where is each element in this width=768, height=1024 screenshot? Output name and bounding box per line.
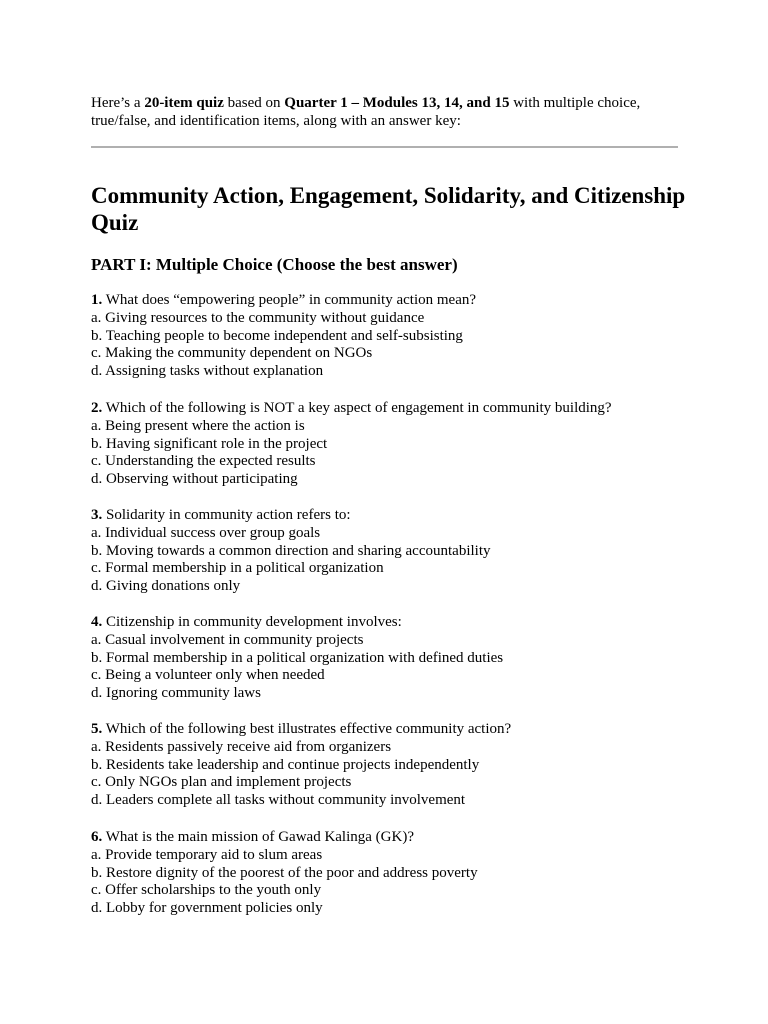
question-text: What does “empowering people” in community action mean? (102, 292, 477, 308)
question-text: Solidarity in community action refers to: (102, 507, 351, 523)
question-stem (91, 721, 691, 739)
horizontal-divider (91, 146, 678, 148)
question-number: 1. (91, 292, 103, 308)
option-d: d. Observing without participating (91, 471, 298, 488)
question-number: 5. (91, 721, 103, 737)
option-a: a. Provide temporary aid to slum areas (91, 846, 323, 863)
option-b: b. Moving towards a common direction and sharing accountability (91, 542, 491, 559)
question-number: 3. (91, 507, 103, 523)
question-2 (91, 400, 691, 489)
part-1-heading: PART I: Multiple Choice (Choose the best answer) (91, 255, 458, 274)
question-3 (91, 507, 691, 596)
option-b: b. Having significant role in the project (91, 435, 328, 452)
option-a: a. Residents passively receive aid from organizers (91, 738, 392, 755)
question-number: 2. (91, 400, 103, 416)
question-stem (91, 614, 691, 632)
option-d: d. Leaders complete all tasks without community involvement (91, 792, 466, 809)
option-c: c. Offer scholarships to the youth only (91, 882, 322, 899)
question-text: Which of the following best illustrates effective community action? (102, 721, 512, 737)
quiz-title: Community Action, Engagement, Solidarity, and Citizenship Quiz (91, 183, 686, 235)
intro-bold-quiz-count: 20-item quiz (144, 95, 224, 111)
option-c: c. Only NGOs plan and implement projects (91, 774, 352, 791)
option-b: b. Teaching people to become independent and self-subsisting (91, 327, 463, 344)
option-c: c. Formal membership in a political organization (91, 560, 384, 577)
option-d: d. Assigning tasks without explanation (91, 363, 324, 380)
question-4 (91, 614, 691, 703)
option-c: c. Being a volunteer only when needed (91, 667, 325, 684)
question-stem (91, 292, 691, 310)
option-b: b. Residents take leadership and continue projects independently (91, 756, 480, 773)
question-1 (91, 292, 691, 381)
intro-bold-modules: Quarter 1 – Modules 13, 14, and 15 (284, 95, 510, 111)
intro-text-1: Here’s a (91, 95, 145, 111)
question-stem (91, 829, 691, 847)
option-c: c. Understanding the expected results (91, 453, 316, 470)
option-b: b. Restore dignity of the poorest of the poor and address poverty (91, 864, 478, 881)
question-number: 4. (91, 614, 103, 630)
option-a: a. Casual involvement in community projects (91, 631, 364, 648)
option-d: d. Giving donations only (91, 578, 241, 595)
option-a: a. Giving resources to the community without guidance (91, 309, 425, 326)
option-a: a. Individual success over group goals (91, 524, 321, 541)
question-text: Which of the following is NOT a key aspect of engagement in community building? (102, 400, 612, 416)
intro-paragraph (91, 94, 679, 130)
question-number: 6. (91, 829, 103, 845)
intro-text-2: based on (223, 95, 285, 111)
question-stem (91, 400, 691, 418)
question-text: Citizenship in community development involves: (102, 614, 402, 630)
option-c: c. Making the community dependent on NGOs (91, 345, 373, 362)
option-d: d. Ignoring community laws (91, 685, 261, 702)
question-stem (91, 507, 691, 525)
option-b: b. Formal membership in a political organization with defined duties (91, 649, 504, 666)
question-5 (91, 721, 691, 810)
intro-text-3: with multiple choice, true/false, and identification items, along with an answer key: (91, 95, 641, 129)
option-d: d. Lobby for government policies only (91, 900, 323, 917)
question-text: What is the main mission of Gawad Kalinga (GK)? (102, 829, 414, 845)
option-a: a. Being present where the action is (91, 417, 305, 434)
question-6 (91, 829, 691, 918)
